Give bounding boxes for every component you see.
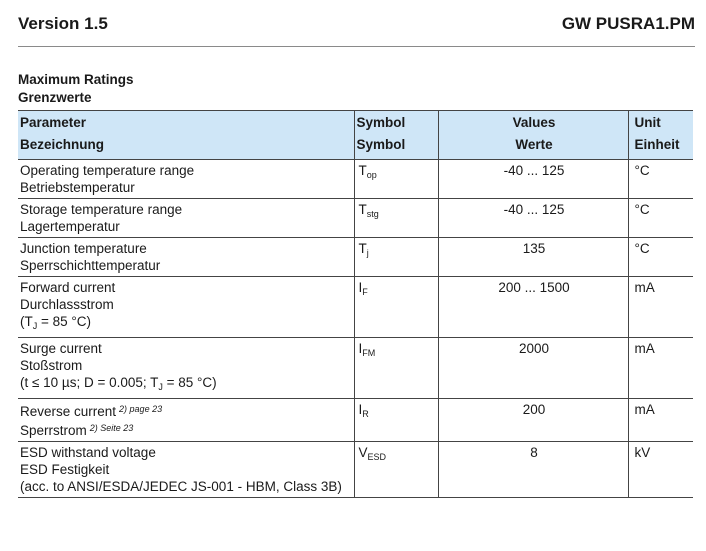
- parameter-de: Durchlassstrom: [20, 297, 114, 312]
- symbol-subscript: F: [362, 287, 368, 297]
- page-header: [18, 14, 695, 38]
- symbol: T: [358, 241, 367, 256]
- table-row: [18, 277, 693, 338]
- condition-subscript: J: [158, 382, 163, 392]
- header-werte: Werte: [438, 135, 628, 160]
- table-row: [18, 160, 693, 199]
- parameter-condition: [20, 374, 354, 396]
- symbol: I: [358, 280, 363, 295]
- parameter-cell: [18, 399, 354, 442]
- symbol-subscript: FM: [362, 348, 376, 358]
- part-number: GW PUSRA1.PM: [561, 14, 695, 33]
- value-cell: 2000: [438, 338, 628, 399]
- unit-cell: mA: [628, 338, 693, 399]
- condition-pre: (T: [20, 314, 33, 329]
- header-parameter: Parameter: [20, 115, 87, 130]
- parameter-de: Betriebstemperatur: [20, 180, 135, 195]
- unit-cell: mA: [628, 277, 693, 338]
- header-symbol-de: Symbol: [354, 135, 438, 160]
- unit-cell: °C: [628, 160, 693, 199]
- header-einheit: Einheit: [628, 135, 693, 160]
- symbol-cell: [354, 199, 438, 238]
- value-cell: -40 ... 125: [438, 160, 628, 199]
- table-header-row-en: [18, 111, 693, 136]
- symbol-subscript: op: [366, 170, 377, 180]
- section-title-en: Maximum Ratings: [18, 72, 134, 87]
- parameter-cell: [18, 442, 354, 498]
- parameter-en: Junction temperature: [20, 241, 147, 256]
- parameter-en-line: [20, 401, 354, 420]
- symbol-subscript: stg: [366, 209, 379, 219]
- symbol-subscript: ESD: [367, 452, 387, 462]
- symbol-cell: [354, 338, 438, 399]
- unit-cell: °C: [628, 238, 693, 277]
- footnote-ref-en: 2) page 23: [119, 404, 163, 414]
- parameter-cell: [18, 338, 354, 399]
- table-header-row-de: [18, 135, 693, 160]
- symbol-cell: [354, 442, 438, 498]
- table-row: [18, 399, 693, 442]
- parameter-en: Storage temperature range: [20, 202, 183, 217]
- header-symbol: Symbol: [354, 111, 438, 136]
- parameter-condition: [20, 313, 354, 335]
- parameter-cell: [18, 199, 354, 238]
- maximum-ratings-table: [18, 110, 693, 498]
- table-row: [18, 199, 693, 238]
- unit-cell: mA: [628, 399, 693, 442]
- value-cell: 8: [438, 442, 628, 498]
- parameter-en: Forward current: [20, 280, 116, 295]
- parameter-de: Stoßstrom: [20, 358, 83, 373]
- parameter-cell: [18, 238, 354, 277]
- value-cell: 200 ... 1500: [438, 277, 628, 338]
- parameter-de: Sperrschichttemperatur: [20, 258, 161, 273]
- symbol-cell: [354, 399, 438, 442]
- symbol-cell: [354, 160, 438, 199]
- parameter-en: Surge current: [20, 341, 102, 356]
- version-label: Version 1.5: [18, 14, 108, 33]
- header-divider: [18, 46, 695, 47]
- parameter-de-line: [20, 420, 354, 439]
- parameter-en: ESD withstand voltage: [20, 445, 156, 460]
- symbol-subscript: R: [362, 409, 369, 419]
- symbol: V: [358, 445, 368, 460]
- header-values: Values: [438, 111, 628, 136]
- parameter-en: Reverse current: [20, 404, 117, 419]
- parameter-cell: [18, 277, 354, 338]
- condition-post: = 85 °C): [37, 314, 92, 329]
- parameter-de: ESD Festigkeit: [20, 462, 110, 477]
- parameter-condition: (acc. to ANSI/ESDA/JEDEC JS-001 - HBM, Class 3B): [20, 479, 342, 494]
- header-unit: Unit: [628, 111, 693, 136]
- footnote-ref-de: 2) Seite 23: [89, 423, 134, 433]
- symbol-cell: [354, 277, 438, 338]
- condition-subscript: J: [32, 321, 38, 331]
- parameter-de: Sperrstrom: [20, 423, 87, 438]
- unit-cell: kV: [628, 442, 693, 498]
- symbol: T: [358, 202, 367, 217]
- condition-post: = 85 °C): [162, 375, 217, 390]
- table-row: [18, 238, 693, 277]
- symbol-cell: [354, 238, 438, 277]
- parameter-en: Operating temperature range: [20, 163, 195, 178]
- symbol-subscript: j: [366, 248, 369, 258]
- symbol: T: [358, 163, 367, 178]
- value-cell: 200: [438, 399, 628, 442]
- value-cell: -40 ... 125: [438, 199, 628, 238]
- condition-pre: (t ≤ 10 µs; D = 0.005; T: [20, 375, 159, 390]
- value-cell: 135: [438, 238, 628, 277]
- header-bezeichnung: Bezeichnung: [20, 137, 105, 152]
- unit-cell: °C: [628, 199, 693, 238]
- symbol: I: [358, 341, 363, 356]
- parameter-de: Lagertemperatur: [20, 219, 120, 234]
- section-title-de: Grenzwerte: [18, 90, 92, 105]
- table-row: [18, 338, 693, 399]
- symbol: I: [358, 402, 363, 417]
- parameter-cell: [18, 160, 354, 199]
- table-row: [18, 442, 693, 498]
